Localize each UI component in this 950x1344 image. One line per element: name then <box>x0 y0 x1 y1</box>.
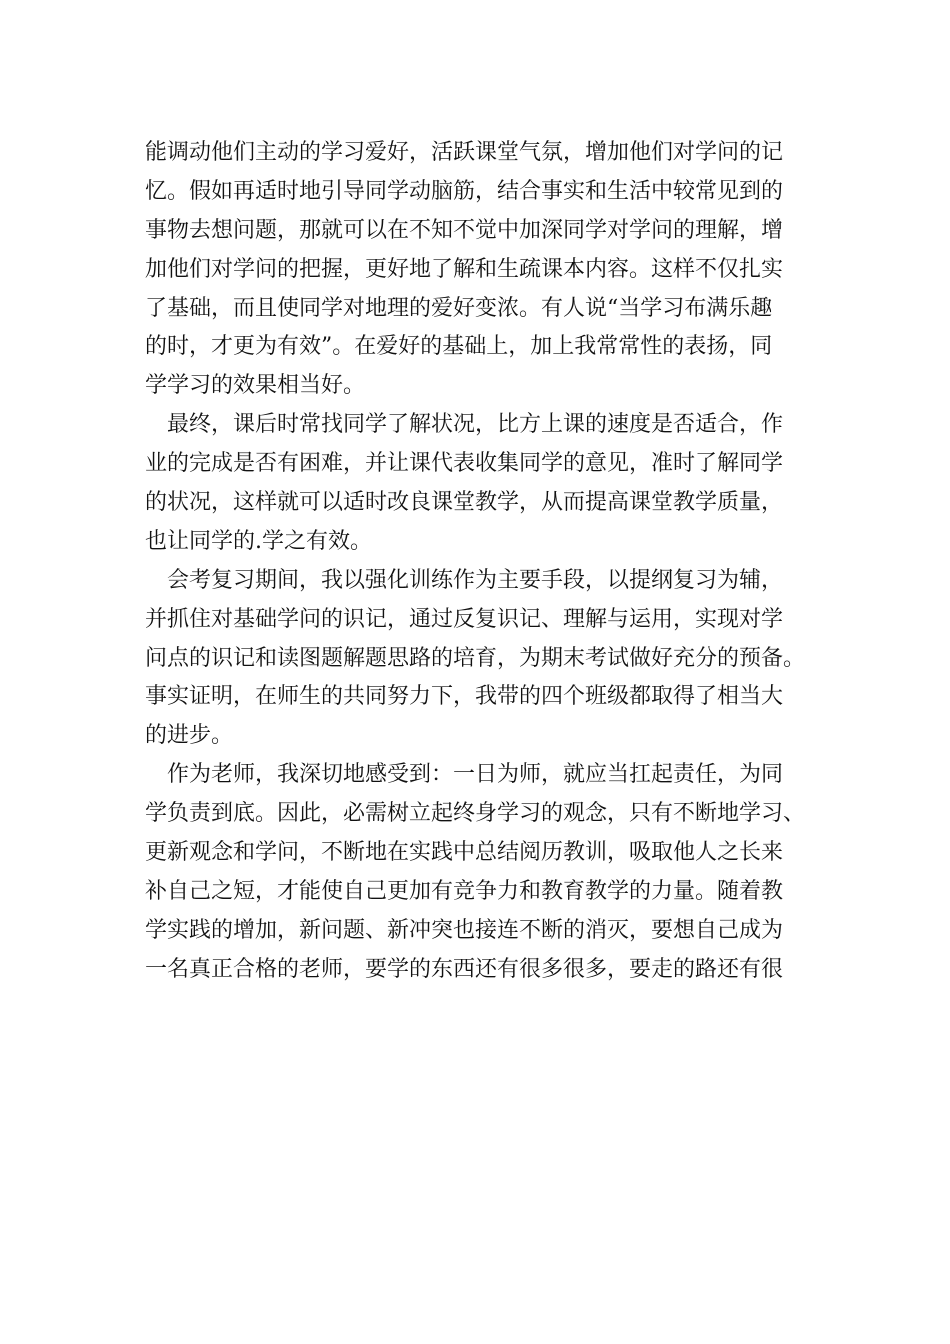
document-body <box>145 134 825 990</box>
paragraph-first-line: 会考复习期间，我以强化训练作为主要手段，以提纲复习为辅， <box>167 567 784 593</box>
paragraph-first-line: 作为老师，我深切地感受到：一日为师，就应当扛起责任，为同 <box>167 762 784 788</box>
text-line: 学实践的增加，新问题、新冲突也接连不断的消灭，要想自己成为 <box>145 917 784 943</box>
text-line: 的进步。 <box>145 723 234 749</box>
text-line: 问点的识记和读图题解题思路的培育，为期末考试做好充分的预备。 <box>145 645 806 671</box>
text-line: 并抓住对基础学问的识记，通过反复识记、理解与运用，实现对学 <box>145 606 784 632</box>
text-line: 业的完成是否有困难，并让课代表收集同学的意见，准时了解同学 <box>145 451 784 477</box>
text-line: 更新观念和学问，不断地在实践中总结阅历教训，吸取他人之长来 <box>145 840 784 866</box>
text-line: 一名真正合格的老师，要学的东西还有很多很多，要走的路还有很 <box>145 956 784 982</box>
text-line: 事物去想问题，那就可以在不知不觉中加深同学对学问的理解，增 <box>145 217 784 243</box>
text-line: 事实证明，在师生的共同努力下，我带的四个班级都取得了相当大 <box>145 684 784 710</box>
text-line: 学学习的效果相当好。 <box>145 373 366 399</box>
text-line: 补自己之短，才能使自己更加有竞争力和教育教学的力量。随着教 <box>145 878 784 904</box>
text-line: 也让同学的.学之有效。 <box>145 528 372 554</box>
text-line: 能调动他们主动的学习爱好，活跃课堂气氛，增加他们对学问的记 <box>145 140 784 165</box>
text-line: 了基础，而且使同学对地理的爱好变浓。有人说“当学习布满乐趣 <box>145 295 773 321</box>
text-line: 的时，才更为有效”。在爱好的基础上，加上我常常性的表扬，同 <box>145 334 773 360</box>
text-line: 学负责到底。因此，必需树立起终身学习的观念，只有不断地学习、 <box>145 801 806 827</box>
text-line: 加他们对学问的把握，更好地了解和生疏课本内容。这样不仅扎实 <box>145 256 784 282</box>
text-line: 的状况，这样就可以适时改良课堂教学，从而提高课堂教学质量， <box>145 490 784 516</box>
text-line: 忆。假如再适时地引导同学动脑筋，结合事实和生活中较常见到的 <box>145 178 784 204</box>
paragraph-first-line: 最终，课后时常找同学了解状况，比方上课的速度是否适合，作 <box>167 412 784 438</box>
